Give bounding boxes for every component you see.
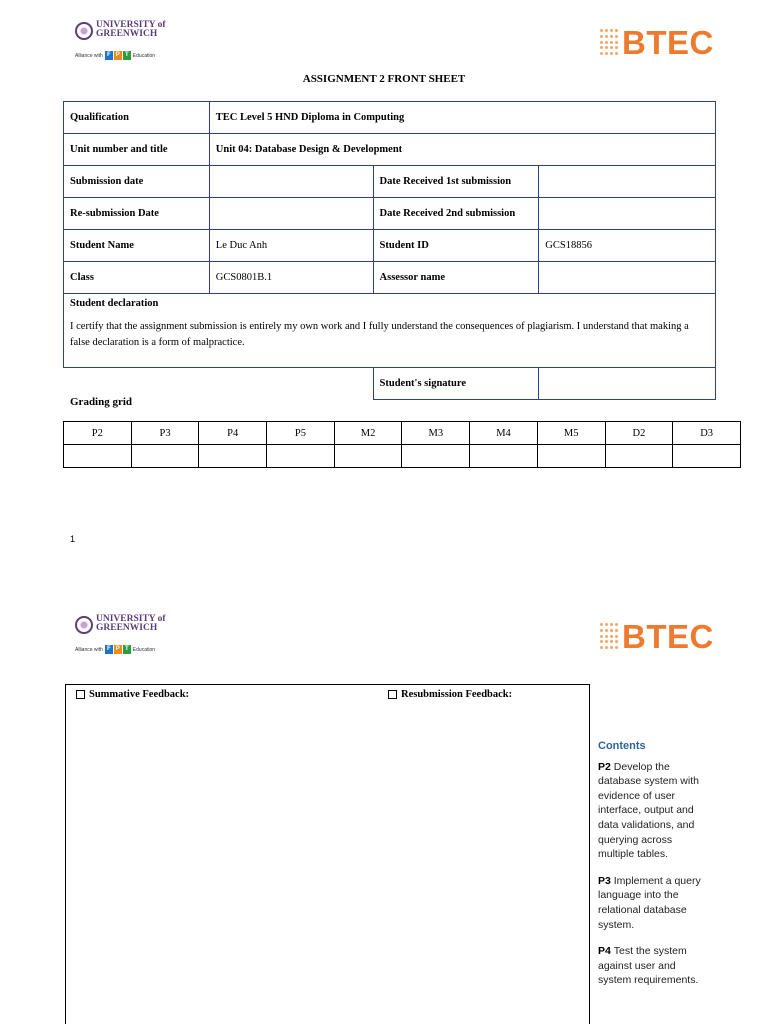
submission-date-field[interactable] [209,166,373,198]
table-row [64,198,716,230]
contents-item-p2[interactable] [598,760,708,862]
assessor-field[interactable] [539,262,716,294]
grade-header: D3 [673,422,741,445]
grade-cell[interactable] [402,445,470,468]
date-received-2-field[interactable] [539,198,716,230]
contents-item-text: Implement a query language into the relational database system. [598,874,701,931]
declaration-text: I certify that the assignment submission is entirely my own work and I fully understand the consequences of plagiarism. I understand that making a false declaration is a form of malpractice. [70,321,689,348]
grade-header: M2 [334,422,402,445]
fpt-letter-t: T [123,51,131,60]
alliance-prefix: Alliance with [75,52,103,59]
grade-cell[interactable] [537,445,605,468]
fpt-letter-f: F [105,645,113,654]
grade-header: P5 [267,422,335,445]
fpt-logo [105,645,131,654]
grading-header-row [64,422,741,445]
fpt-letter-p: P [115,646,120,652]
crest-icon [75,22,93,40]
contents-item-code: P4 [598,945,614,958]
grade-header: P3 [131,422,199,445]
student-name-label: Student Name [64,230,210,262]
grade-header: D2 [605,422,673,445]
class-value: GCS0801B.1 [209,262,373,294]
resubmission-date-field[interactable] [209,198,373,230]
alliance-prefix: Alliance with [75,646,103,653]
grade-cell[interactable] [334,445,402,468]
btec-dots-icon [600,623,620,651]
fpt-letter-f: F [105,51,113,60]
student-name-value: Le Duc Anh [209,230,373,262]
university-line2: GREENWICH [96,623,158,633]
signature-spacer [64,368,374,400]
grading-grid [63,421,741,468]
submission-date-label: Submission date [64,166,210,198]
btec-logo [600,24,714,62]
btec-dots-icon [600,29,620,57]
grade-cell[interactable] [470,445,538,468]
contents-item-text: Develop the database system with evidence of user interface, output and data validations, and querying across multiple tables. [598,760,699,861]
grade-cell[interactable] [605,445,673,468]
fpt-letter-p: P [115,52,120,58]
grading-value-row [64,445,741,468]
qualification-value: TEC Level 5 HND Diploma in Computing [209,102,715,134]
assessor-label: Assessor name [373,262,539,294]
unit-value: Unit 04: Database Design & Development [209,134,715,166]
grade-cell[interactable] [267,445,335,468]
table-row [64,102,716,134]
alliance-line [75,645,155,654]
grading-grid-label: Grading grid [70,396,133,408]
contents-item-code: P3 [598,874,614,887]
alliance-suffix: Education [132,52,156,59]
resubmission-feedback[interactable] [388,689,512,700]
university-line1: UNIVERSITY of [96,614,166,624]
summative-feedback[interactable] [76,689,189,700]
fpt-logo [105,51,131,60]
declaration-title: Student declaration [70,298,159,309]
alliance-line [75,51,155,60]
btec-wordmark: BTEC [622,618,714,655]
student-declaration [64,294,716,368]
crest-icon [75,616,93,634]
grade-cell[interactable] [64,445,132,468]
signature-field[interactable] [539,368,716,400]
table-row [64,262,716,294]
grade-header: M4 [470,422,538,445]
page-number: 1 [70,534,76,544]
table-row [64,134,716,166]
btec-logo [600,618,714,656]
resubmission-checkbox[interactable] [388,690,397,699]
table-row [64,166,716,198]
contents-title: Contents [598,740,646,752]
date-received-1-field[interactable] [539,166,716,198]
contents-panel [598,739,708,1000]
signature-label: Student's signature [373,368,539,400]
grade-header: P2 [64,422,132,445]
table-row [64,230,716,262]
contents-item-text: Test the system against user and system requirements. [598,945,699,987]
contents-item-p3[interactable] [598,874,708,932]
student-id-value: GCS18856 [539,230,716,262]
btec-wordmark: BTEC [622,24,714,61]
fpt-letter-t: T [123,645,131,654]
front-sheet-table [63,101,716,400]
university-line1: UNIVERSITY of [96,20,166,30]
university-name [96,615,206,633]
university-line2: GREENWICH [96,29,158,39]
resubmission-date-label: Re-submission Date [64,198,210,230]
grade-header: M5 [537,422,605,445]
date-received-1-label: Date Received 1st submission [373,166,539,198]
grade-header: M3 [402,422,470,445]
summative-checkbox[interactable] [76,690,85,699]
grade-header: P4 [199,422,267,445]
table-row [64,368,716,400]
table-row [64,294,716,368]
grade-cell[interactable] [673,445,741,468]
sheet-title: ASSIGNMENT 2 FRONT SHEET [302,73,466,85]
class-label: Class [64,262,210,294]
feedback-box [65,684,590,1024]
contents-item-p4[interactable] [598,944,708,988]
qualification-label: Qualification [64,102,210,134]
contents-item-code: P2 [598,760,614,773]
student-id-label: Student ID [373,230,539,262]
university-name [96,21,206,39]
alliance-suffix: Education [132,646,156,653]
grade-cell[interactable] [199,445,267,468]
summative-feedback-label: Summative Feedback: [89,689,190,700]
grade-cell[interactable] [131,445,199,468]
resubmission-feedback-label: Resubmission Feedback: [401,689,513,700]
date-received-2-label: Date Received 2nd submission [373,198,539,230]
unit-label: Unit number and title [64,134,210,166]
